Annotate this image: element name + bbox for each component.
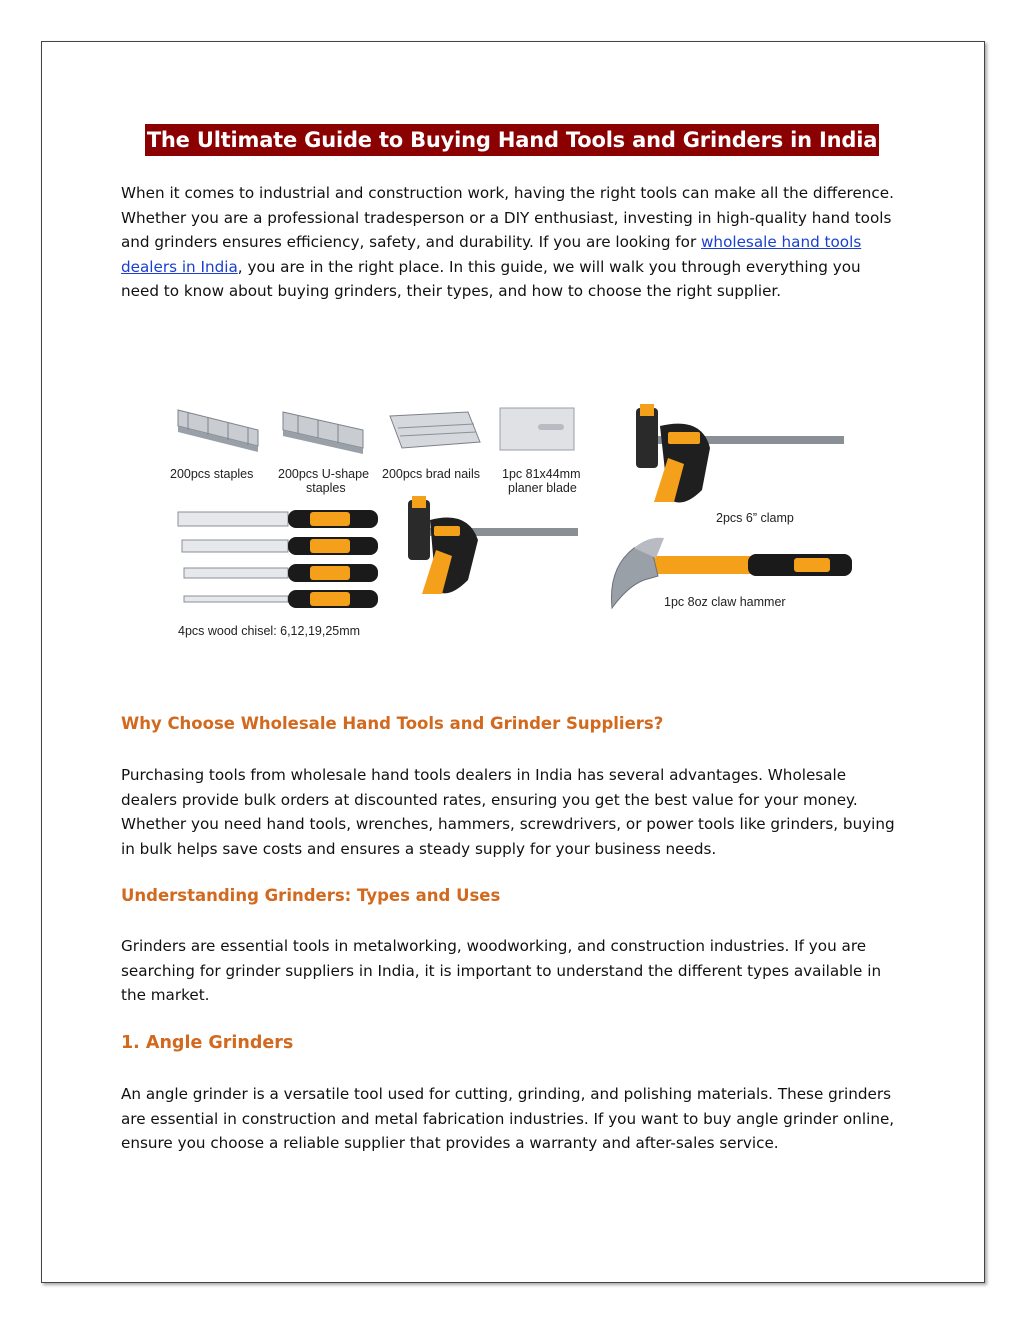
planer-blade-graphic (500, 408, 574, 450)
section-heading-grinders: Understanding Grinders: Types and Uses (121, 886, 501, 905)
caption-chisel: 4pcs wood chisel: 6,12,19,25mm (178, 624, 361, 638)
section-heading-why-wholesale: Why Choose Wholesale Hand Tools and Grinder Suppliers? (121, 714, 664, 733)
section-heading-angle-grinders: 1. Angle Grinders (121, 1033, 294, 1053)
caption-hammer: 1pc 8oz claw hammer (664, 595, 786, 609)
brad-nails-graphic (390, 412, 480, 448)
wholesale-dealers-link[interactable]: wholesale hand tools dealers in India (121, 233, 862, 276)
title-wrap (0, 124, 1024, 156)
section-text-angle-grinders: An angle grinder is a versatile tool used for cutting, grinding, and polishing materials. These grinders are essential in construction and metal fabrication industries. If you want to buy angle grinder online, ensure you choose a reliable supplier that provides a warranty and after-sales service. (121, 1085, 895, 1153)
caption-staples: 200pcs staples (170, 467, 254, 481)
caption-planer-1: 1pc 81x44mm (502, 467, 581, 481)
tool-kit-image (118, 350, 630, 680)
section-text-grinders: Grinders are essential tools in metalworking, woodworking, and construction industries. If you are searching for grinder suppliers in India, it is important to understand the different types available in the market. (121, 937, 882, 1005)
intro-text-after-link: , you are in the right place. In this guide, we will walk you through everything you need to know about buying grinders, their types, and how to choose the right supplier. (121, 257, 861, 301)
document-title: The Ultimate Guide to Buying Hand Tools and Grinders in India (145, 124, 879, 156)
intro-text-before-link: When it comes to industrial and construction work, having the right tools can make all the difference. Whether you are a professional tradesperson or a DIY enthusiast, investing in high-quality hand tools and grinders ensures efficiency, safety, and durability. If you are looking for (121, 184, 894, 252)
intro-paragraph (121, 181, 896, 304)
caption-brad-nails: 200pcs brad nails (382, 467, 480, 481)
clamp-hammer-image (598, 398, 868, 628)
caption-u-staples-2: staples (306, 481, 346, 495)
caption-clamp: 2pcs 6” clamp (716, 511, 794, 525)
caption-planer-2: planer blade (508, 481, 577, 495)
section-text-why-wholesale: Purchasing tools from wholesale hand tools dealers in India has several advantages. Wholesale dealers provide bulk orders at discounted rates, ensuring you get the best value for your money. Whether you need hand tools, wrenches, hammers, screwdrivers, or power tools like grinders, buying in bulk helps save costs and ensures a steady supply for your business needs. (121, 766, 895, 858)
caption-u-staples-1: 200pcs U-shape (278, 467, 370, 481)
